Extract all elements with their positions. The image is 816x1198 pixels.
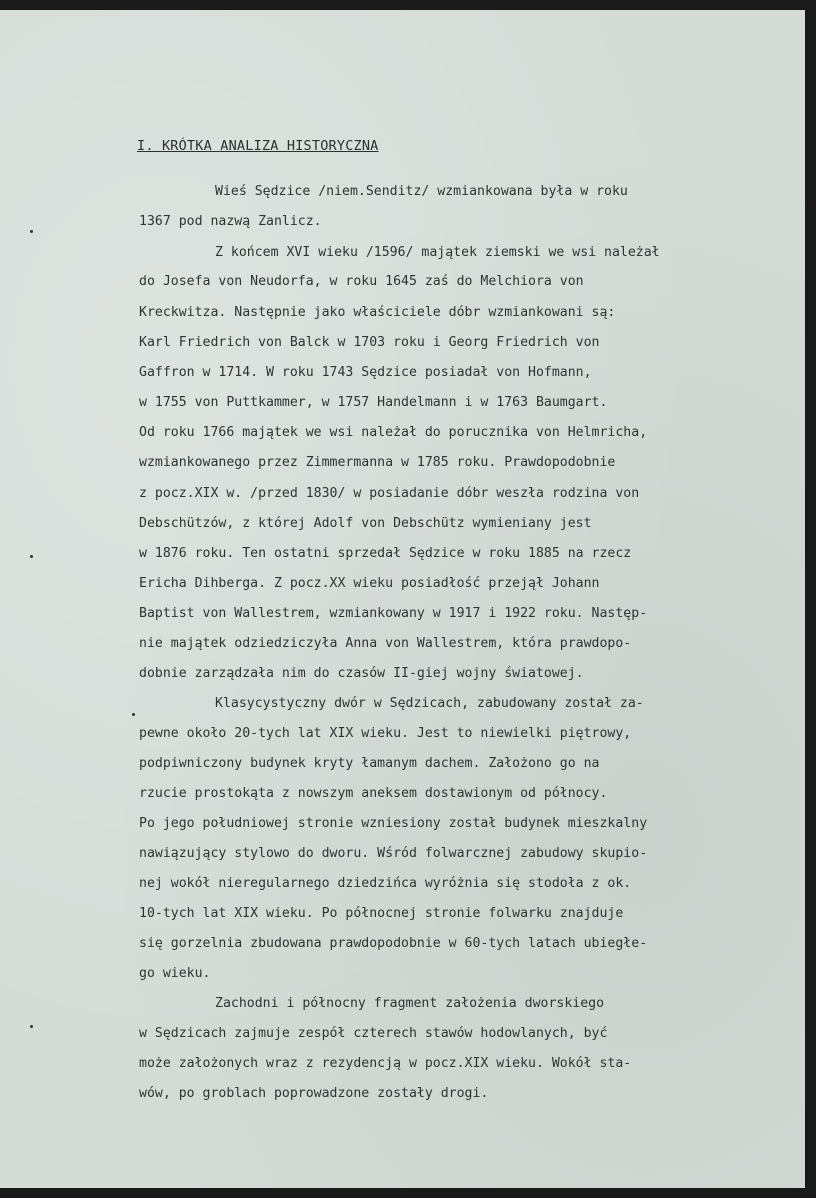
text-line: w Sędzicach zajmuje zespół czterech stawów hodowlanych, być xyxy=(139,1026,608,1041)
text-line: Baptist von Wallestrem, wzmiankowany w 1917 i 1922 roku. Następ- xyxy=(139,606,648,621)
margin-speck xyxy=(132,713,135,716)
text-line: 10-tych lat XIX wieku. Po północnej stronie folwarku znajduje xyxy=(139,906,624,921)
text-line: nie majątek odziedziczyła Anna von Wallestrem, która prawdopo- xyxy=(139,636,632,651)
text-line: Gaffron w 1714. W roku 1743 Sędzice posiadał von Hofmann, xyxy=(139,365,592,380)
text-line: 1367 pod nazwą Zanlicz. xyxy=(139,214,322,229)
text-line: dobnie zarządzała nim do czasów II-giej wojny światowej. xyxy=(139,666,584,681)
section-heading: I. KRÓTKA ANALIZA HISTORYCZNA xyxy=(137,138,379,154)
text-line: Ericha Dihberga. Z pocz.XX wieku posiadłość przejął Johann xyxy=(139,576,600,591)
text-line: Wieś Sędzice /niem.Senditz/ wzmiankowana była w roku xyxy=(215,184,628,199)
text-line: z pocz.XIX w. /przed 1830/ w posiadanie dóbr weszła rodzina von xyxy=(139,486,640,501)
text-line: Karl Friedrich von Balck w 1703 roku i Georg Friedrich von xyxy=(139,335,600,350)
text-line: Kreckwitza. Następnie jako właściciele dóbr wzmiankowani są: xyxy=(139,305,616,320)
text-line: wzmiankowanego przez Zimmermanna w 1785 roku. Prawdopodobnie xyxy=(139,455,616,470)
text-line: może założonych wraz z rezydencją w pocz.XIX wieku. Wokół sta- xyxy=(139,1056,632,1071)
text-line: podpiwniczony budynek kryty łamanym dachem. Założono go na xyxy=(139,756,600,771)
margin-speck xyxy=(30,1025,33,1028)
text-line: się gorzelnia zbudowana prawdopodobnie w 60-tych latach ubiegłe- xyxy=(139,936,648,951)
document-page xyxy=(0,10,805,1188)
text-line: nej wokół nieregularnego dziedzińca wyróżnia się stodoła z ok. xyxy=(139,876,632,891)
text-line: nawiązujący stylowo do dworu. Wśród folwarcznej zabudowy skupio- xyxy=(139,846,648,861)
text-line: rzucie prostokąta z nowszym aneksem dostawionym od północy. xyxy=(139,786,608,801)
text-line: Zachodni i północny fragment założenia dworskiego xyxy=(215,996,605,1011)
text-line: go wieku. xyxy=(139,966,211,981)
text-line: Klasycystyczny dwór w Sędzicach, zabudowany został za- xyxy=(215,696,644,711)
margin-speck xyxy=(30,230,33,233)
text-line: wów, po groblach poprowadzone zostały drogi. xyxy=(139,1086,489,1101)
text-line: do Josefa von Neudorfa, w roku 1645 zaś do Melchiora von xyxy=(139,274,584,289)
text-line: Po jego południowej stronie wzniesiony został budynek mieszkalny xyxy=(139,816,648,831)
text-line: w 1876 roku. Ten ostatni sprzedał Sędzice w roku 1885 na rzecz xyxy=(139,546,632,561)
text-line: w 1755 von Puttkammer, w 1757 Handelmann i w 1763 Baumgart. xyxy=(139,395,608,410)
margin-speck xyxy=(30,555,33,558)
text-line: Debschützów, z której Adolf von Debschütz wymieniany jest xyxy=(139,516,592,531)
text-line: Od roku 1766 majątek we wsi należał do porucznika von Helmricha, xyxy=(139,425,648,440)
text-line: pewne około 20-tych lat XIX wieku. Jest to niewielki piętrowy, xyxy=(139,726,632,741)
text-line: Z końcem XVI wieku /1596/ majątek ziemski we wsi należał xyxy=(215,245,660,260)
